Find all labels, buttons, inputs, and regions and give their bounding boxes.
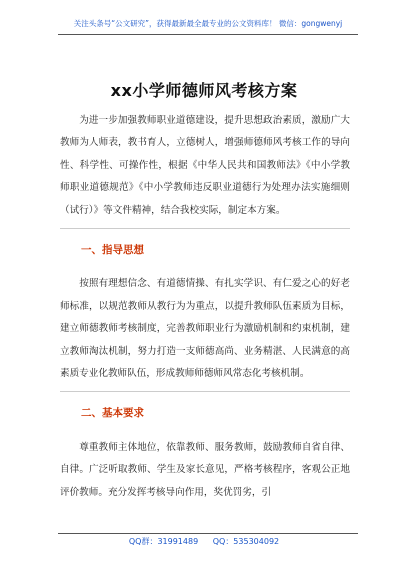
document-body bbox=[60, 110, 350, 504]
page-header-note: 关注头条号“公文研究”，获得最新最全最专业的公文资料库！ 微信：gongwenyj bbox=[73, 19, 343, 28]
section-paragraph-guiding-ideology: 按照有理想信念、有道德情操、有扎实学识、有仁爱之心的好老师标准，以规范教师从教行为为重点，以提升教师队伍素质为目标，建立师德教师考核制度，完善教师职业行为激励机制和约束机制，建立教师淘汰机制，努力打造一支师德高尚、业务精湛、人民满意的高素质专业化教师队伍，形成教师师德师风常态化考核机制。 bbox=[60, 278, 350, 380]
section-heading-basic-requirements: 二、基本要求 bbox=[81, 407, 144, 420]
footer-qq: QQ：535304092 bbox=[212, 537, 280, 546]
footer-divider bbox=[58, 533, 358, 534]
page-footer bbox=[0, 536, 408, 547]
footer-qq-group: QQ群：31991489 bbox=[128, 537, 199, 546]
section-divider bbox=[60, 228, 350, 229]
header-divider bbox=[58, 34, 358, 35]
section-divider bbox=[60, 391, 350, 392]
section-paragraph-basic-requirements: 尊重教师主体地位，依靠教师、服务教师，鼓励教师自省自律、自律。广泛听取教师、学生及家长意见，严格考核程序，客观公正地评价教师。充分发挥考核导向作用，奖优罚劣，引 bbox=[60, 441, 350, 498]
intro-paragraph: 为进一步加强教师职业道德建设，提升思想政治素质，激励广大教师为人师表，教书育人，立德树人，增强师德师风考核工作的导向性、科学性、可操作性，根据《中华人民共和国教师法》《中小学教师职业道德规范》《中小学教师违反职业道德行为处理办法实施细则（试行）》等文件精神，结合我校实际，制定本方案。 bbox=[60, 115, 350, 216]
section-heading-guiding-ideology: 一、指导思想 bbox=[81, 244, 144, 257]
document-title: xx小学师德师风考核方案 bbox=[110, 81, 298, 100]
